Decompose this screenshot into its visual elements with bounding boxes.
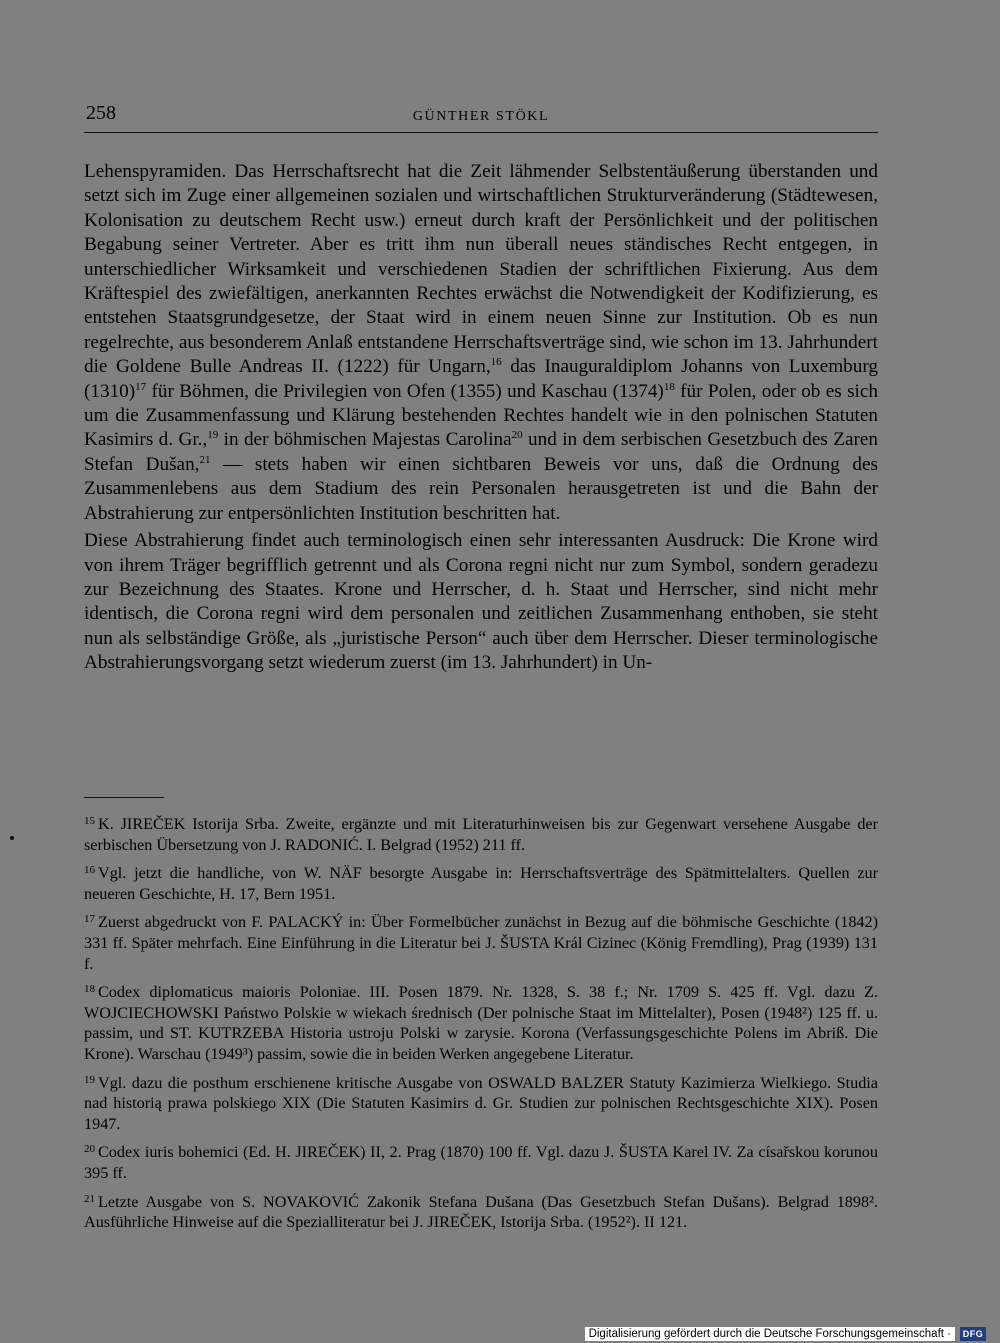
footnote-21 <box>84 1192 878 1233</box>
footnote-text: Codex iuris bohemici (Ed. H. JIREČEK) II, 2. Prag (1870) 100 ff. Vgl. dazu J. ŠUSTA Karel IV. Za císařskou korunou 395 ff. <box>84 1143 878 1182</box>
footnote-mark: 17 <box>84 913 95 926</box>
footnote-text: Zuerst abgedruckt von F. PALACKÝ in: Über Formelbücher zunächst in Bezug auf die böhmische Geschichte (1842) 331 ff. Später mehrfach. Eine Einführung in die Literatur bei J. ŠUSTA Král Cizinec (König Fremdling), Prag (1939) 131 f. <box>84 913 878 973</box>
footnote-18 <box>84 982 878 1064</box>
digitization-credit <box>585 1327 986 1341</box>
footnote-text: Vgl. jetzt die handliche, von W. NÄF besorgte Ausgabe in: Herrschaftsverträge des Spätmittelalters. Quellen zur neueren Geschichte, H. 17, Bern 1951. <box>84 864 878 903</box>
footnote-ref-19: 19 <box>207 429 219 442</box>
page-number: 258 <box>86 102 116 124</box>
footnote-text: Letzte Ausgabe von S. NOVAKOVIĆ Zakonik Stefana Dušana (Das Gesetzbuch Stefan Dušans). Belgrad 1898². Ausführliche Hinweise auf die Spezialliteratur bei J. JIREČEK, Istorija Srba. (1952²). II 121. <box>84 1192 878 1232</box>
footnote-ref-20: 20 <box>511 429 523 442</box>
paragraph-2: Diese Abstrahierung findet auch terminologisch einen sehr interessanten Ausdruck: Die Krone wird von ihrem Träger begrifflich getrennt und als Corona regni nicht nur zum Symbol, sondern geradezu zur Bezeichnung des Staates. Krone und Herrscher, d. h. Staat und Herrscher, sind nicht mehr identisch, die Corona regni wird dem personalen und zeitlichen Zusammenhang enthoben, sie steht nun als selbständige Größe, als „juristische Person“ auch über dem Herrscher. Dieser terminologische Abstrahierungsvorgang setzt wiederum zuerst (im 13. Jahrhundert) in Un- <box>84 530 878 674</box>
footnote-text: K. JIREČEK Istorija Srba. Zweite, ergänzte und mit Literaturhinweisen bis zur Gegenwart versehene Ausgabe der serbischen Übersetzung von J. RADONIĆ. I. Belgrad (1952) 211 ff. <box>84 815 878 854</box>
footnote-19 <box>84 1073 878 1135</box>
running-head: GÜNTHER STÖKL <box>412 109 550 124</box>
text-segment: — stets haben wir einen sichtbaren Beweis vor uns, daß die Ordnung des Zusammenlebens aus dem Stadium des rein Personalen herausgetreten ist und die Bahn der Abstrahierung zur entpersönlichten Institution beschritten hat. <box>84 453 879 524</box>
footnote-text: Codex diplomaticus maioris Poloniae. III. Posen 1879. Nr. 1328, S. 38 f.; Nr. 1709 S. 425 ff. Vgl. dazu Z. WOJCIECHOWSKI Państwo Polskie w wiekach średnisch (Der polnische Staat im Mittelalter), Posen (1948²) 125 ff. u. passim, und ST. KUTRZEBA Historia ustroju Polski w zarysie. Korona (Verfassungsgeschichte Polens im Abriß. Die Krone). Warschau (1949³) passim, sowie die in beiden Werken angegebene Literatur. <box>84 983 878 1063</box>
footnote-17 <box>84 912 878 974</box>
footnotes <box>84 814 878 1241</box>
footnote-ref-16: 16 <box>490 356 502 369</box>
footnote-text: Vgl. dazu die posthum erschienene kritische Ausgabe von OSWALD BALZER Statuty Kazimierza Wielkiego. Studia nad historią prawa polskiego XIX (Die Statuten Kasimirs d. Gr. Studien zur polnischen Rechtsgeschichte XIX). Posen 1947. <box>84 1073 878 1133</box>
footnote-ref-21: 21 <box>199 453 211 466</box>
footnote-15 <box>84 814 878 855</box>
footnote-mark: 19 <box>84 1073 95 1086</box>
text-segment: für Böhmen, die Privilegien von Ofen (1355) und Kaschau (1374) <box>146 380 664 402</box>
paragraph-1 <box>84 160 878 526</box>
text-segment: das Inauguraldiplom Johanns von Luxemburg (1310) <box>84 356 878 402</box>
text-segment: Lehenspyramiden. Das Herrschaftsrecht hat die Zeit lähmender Selbstentäußerung überstanden und setzt sich im Zuge einer allgemeinen sozialen und wirtschaftlichen Strukturveränderung (Städtewesen, Kolonisation zu deutschem Recht usw.) erneut durch kraft der Persönlichkeit und der politischen Begabung seiner Vertreter. Aber es tritt ihm nun überall neues ständisches Recht entgegen, in unterschiedlicher Wirksamkeit und verschiedenen Stadien der schriftlichen Fixierung. Aus dem Kräftespiel des zwiefältigen, anerkannten Rechtes erwächst die Notwendigkeit der Kodifizierung, es entstehen Staatsgrundgesetze, der Staat wird in einem neuen Sinne zur Institution. Ob es nun regelrechte, aus besonderem Anlaß entstandene Herrschaftsverträge sind, wie schon im 13. Jahrhundert die Goldene Bulle Andreas II. (1222) für Ungarn, <box>84 161 878 378</box>
credit-text: Digitalisierung gefördert durch die Deutsche Forschungsgemeinschaft · <box>585 1327 955 1341</box>
footnote-mark: 16 <box>84 864 95 877</box>
footnote-16 <box>84 863 878 904</box>
main-text <box>84 160 878 676</box>
footnote-mark: 15 <box>84 815 95 827</box>
footnote-mark: 21 <box>84 1192 95 1205</box>
footnote-separator <box>84 797 164 798</box>
footnote-20 <box>84 1142 878 1183</box>
text-segment: für Polen, oder ob es sich um die Zusammenfassung und Klärung bestehenden Rechtes handelt wie in den polnischen Statuten Kasimirs d. Gr., <box>84 380 878 451</box>
footnote-ref-18: 18 <box>663 380 675 393</box>
dfg-logo-icon: DFG <box>960 1327 986 1341</box>
text-segment: in der böhmischen Majestas Carolina <box>218 429 512 451</box>
footnote-mark: 20 <box>84 1143 95 1156</box>
footnote-ref-17: 17 <box>135 380 147 393</box>
text-segment: und in dem serbischen Gesetzbuch des Zaren Stefan Dušan, <box>84 429 878 475</box>
page-header <box>84 102 878 133</box>
margin-mark <box>10 836 14 840</box>
footnote-mark: 18 <box>84 983 95 996</box>
